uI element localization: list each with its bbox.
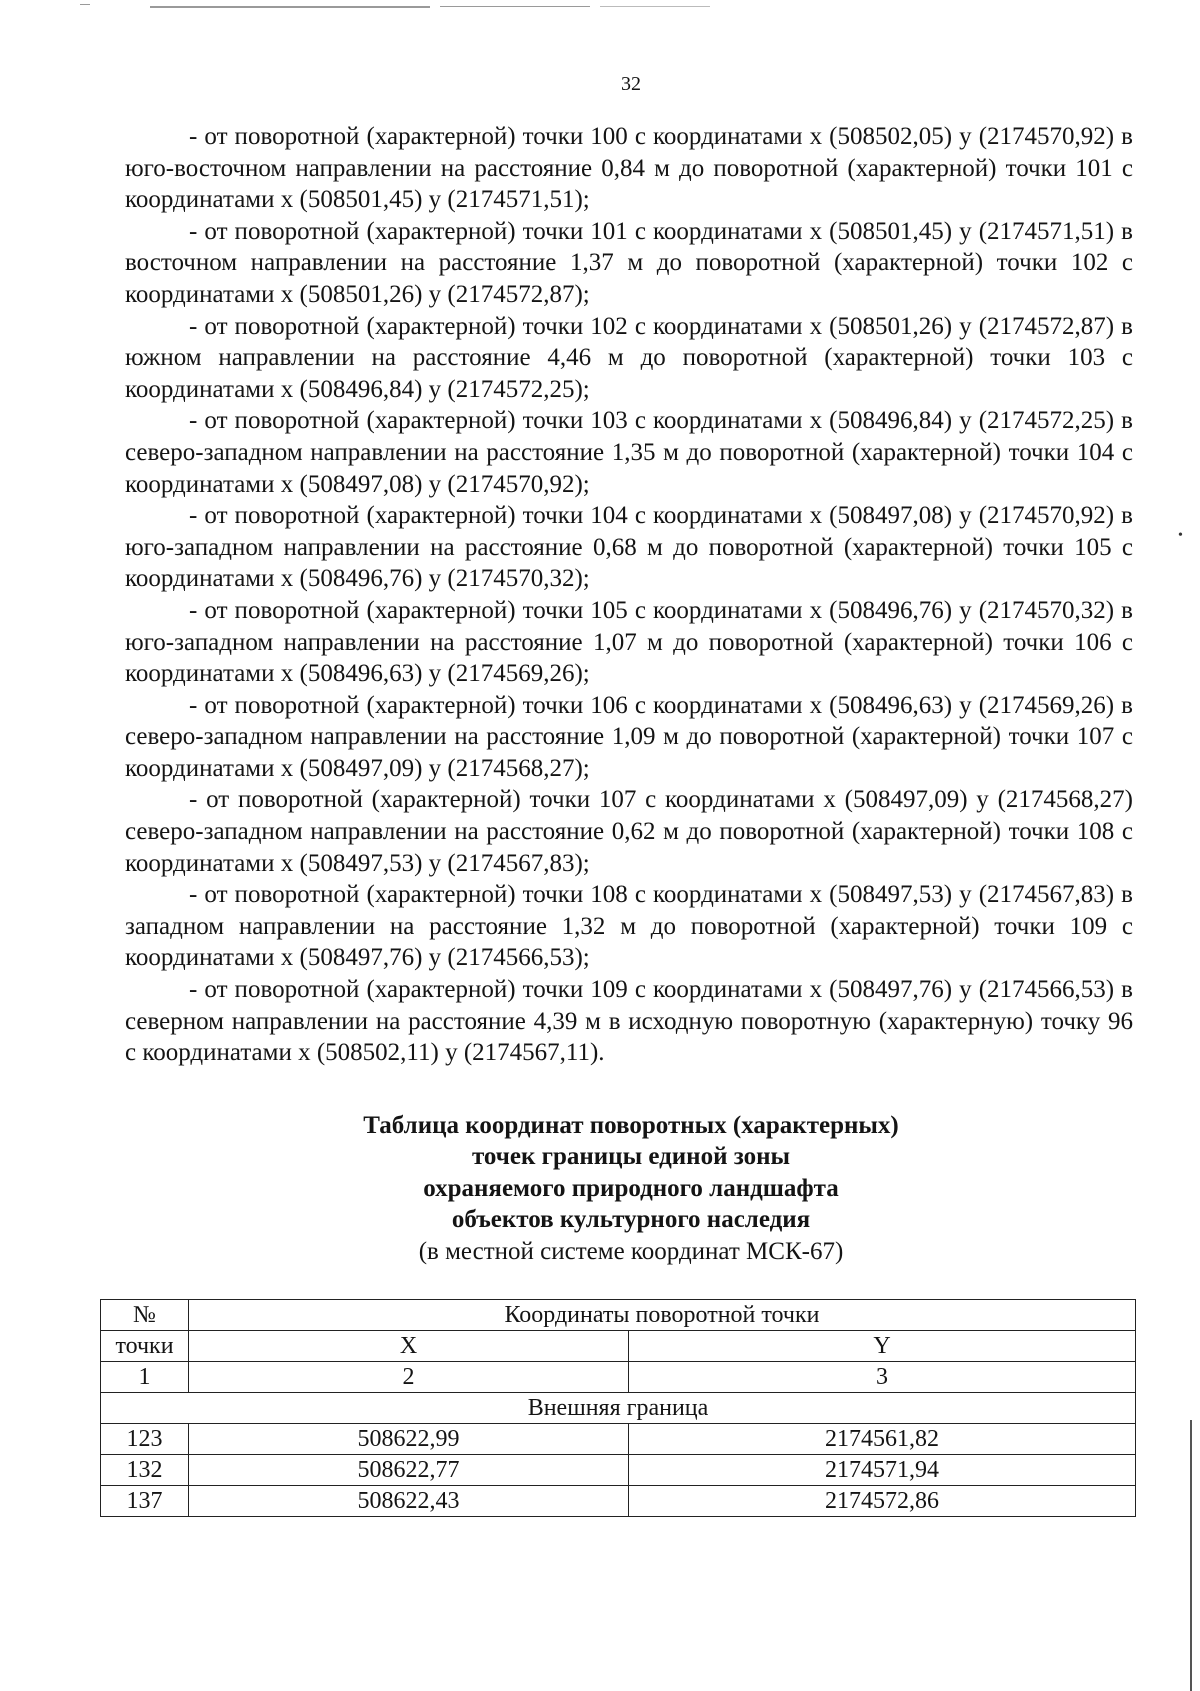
table-row [101,1486,1136,1517]
column-number: 2 [189,1362,629,1393]
scan-artifact-line [600,6,710,7]
paragraph: - от поворотной (характерной) точки 109 с координатами х (508497,76) у (2174566,53) в северном направлении на расстояние 4,39 м в исходную поворотную (характерную) точку 96 с координатами х (508502,11) у (2174567,11). [125,976,1133,1067]
paragraph: - от поворотной (характерной) точки 104 с координатами х (508497,08) у (2174570,92) в юго-западном направлении на расстояние 0,68 м до поворотной (характерной) точки 105 с координатами х (508496,76) у (2174570,32); [125,502,1133,593]
cell-point: 132 [101,1455,189,1486]
table-header-row [101,1331,1136,1362]
header-x: X [189,1331,629,1362]
section-label: Внешняя граница [101,1393,1136,1424]
paragraph: - от поворотной (характерной) точки 106 с координатами х (508496,63) у (2174569,26) в северо-западном направлении на расстояние 1,09 м до поворотной (характерной) точки 107 с координатами х (508497,09) у (2174568,27); [125,691,1133,782]
paragraph: - от поворотной (характерной) точки 107 с координатами х (508497,09) у (2174568,27) северо-западном направлении на расстояние 0,62 м до поворотной (характерной) точки 108 с координатами х (508497,53) у (2174567,83); [125,786,1133,877]
cell-x: 508622,43 [189,1486,629,1517]
body-text [125,121,1133,1069]
table-title-line: охраняемого природного ландшафта [423,1174,839,1202]
header-y: Y [629,1331,1136,1362]
table-row [101,1455,1136,1486]
table-title [0,1110,1200,1267]
scan-artifact-line [80,4,90,5]
table-subtitle: (в местной системе координат МСК-67) [418,1237,844,1265]
header-point-label: точки [101,1331,189,1362]
scan-artifact-line [150,6,430,8]
coordinates-table [100,1299,1136,1517]
cell-point: 137 [101,1486,189,1517]
cell-x: 508622,99 [189,1424,629,1455]
paragraph: - от поворотной (характерной) точки 108 с координатами х (508497,53) у (2174567,83) в западном направлении на расстояние 1,32 м до поворотной (характерной) точки 109 с координатами х (508497,76) у (2174566,53); [125,881,1133,972]
cell-x: 508622,77 [189,1455,629,1486]
table-title-line: точек границы единой зоны [471,1143,791,1171]
cell-y: 2174572,86 [629,1486,1136,1517]
paragraph: - от поворотной (характерной) точки 101 с координатами х (508501,45) у (2174571,51) в восточном направлении на расстояние 1,37 м до поворотной (характерной) точки 102 с координатами х (508501,26) у (2174572,87); [125,217,1133,308]
column-number: 3 [629,1362,1136,1393]
cell-point: 123 [101,1424,189,1455]
header-coords-group: Координаты поворотной точки [189,1300,1136,1331]
column-number: 1 [101,1362,189,1393]
table-row [101,1424,1136,1455]
cell-y: 2174561,82 [629,1424,1136,1455]
scan-artifact-edge [1190,1420,1192,1691]
column-number-row [101,1362,1136,1393]
paragraph: - от поворотной (характерной) точки 100 с координатами х (508502,05) у (2174570,92) в юго-восточном направлении на расстояние 0,84 м до поворотной (характерной) точки 101 с координатами х (508501,45) у (2174571,51); [125,123,1133,214]
table-title-line: объектов культурного наследия [451,1206,811,1234]
cell-y: 2174571,94 [629,1455,1136,1486]
table-title-line: Таблица координат поворотных (характерных) [363,1112,899,1139]
header-point-number: № [101,1300,189,1331]
paragraph: - от поворотной (характерной) точки 102 с координатами х (508501,26) у (2174572,87) в южном направлении на расстояние 4,46 м до поворотной (характерной) точки 103 с координатами х (508496,84) у (2174572,25); [125,312,1133,403]
paragraph: - от поворотной (характерной) точки 103 с координатами х (508496,84) у (2174572,25) в северо-западном направлении на расстояние 1,35 м до поворотной (характерной) точки 104 с координатами х (508497,08) у (2174570,92); [125,407,1133,498]
page-number: 32 [621,73,641,95]
scan-artifact-mark: • [1178,528,1183,543]
paragraph: - от поворотной (характерной) точки 105 с координатами х (508496,76) у (2174570,32) в юго-западном направлении на расстояние 1,07 м до поворотной (характерной) точки 106 с координатами х (508496,63) у (2174569,26); [125,596,1133,688]
scan-artifact-line [440,6,590,7]
section-row [101,1393,1136,1424]
table-header-row [101,1300,1136,1331]
